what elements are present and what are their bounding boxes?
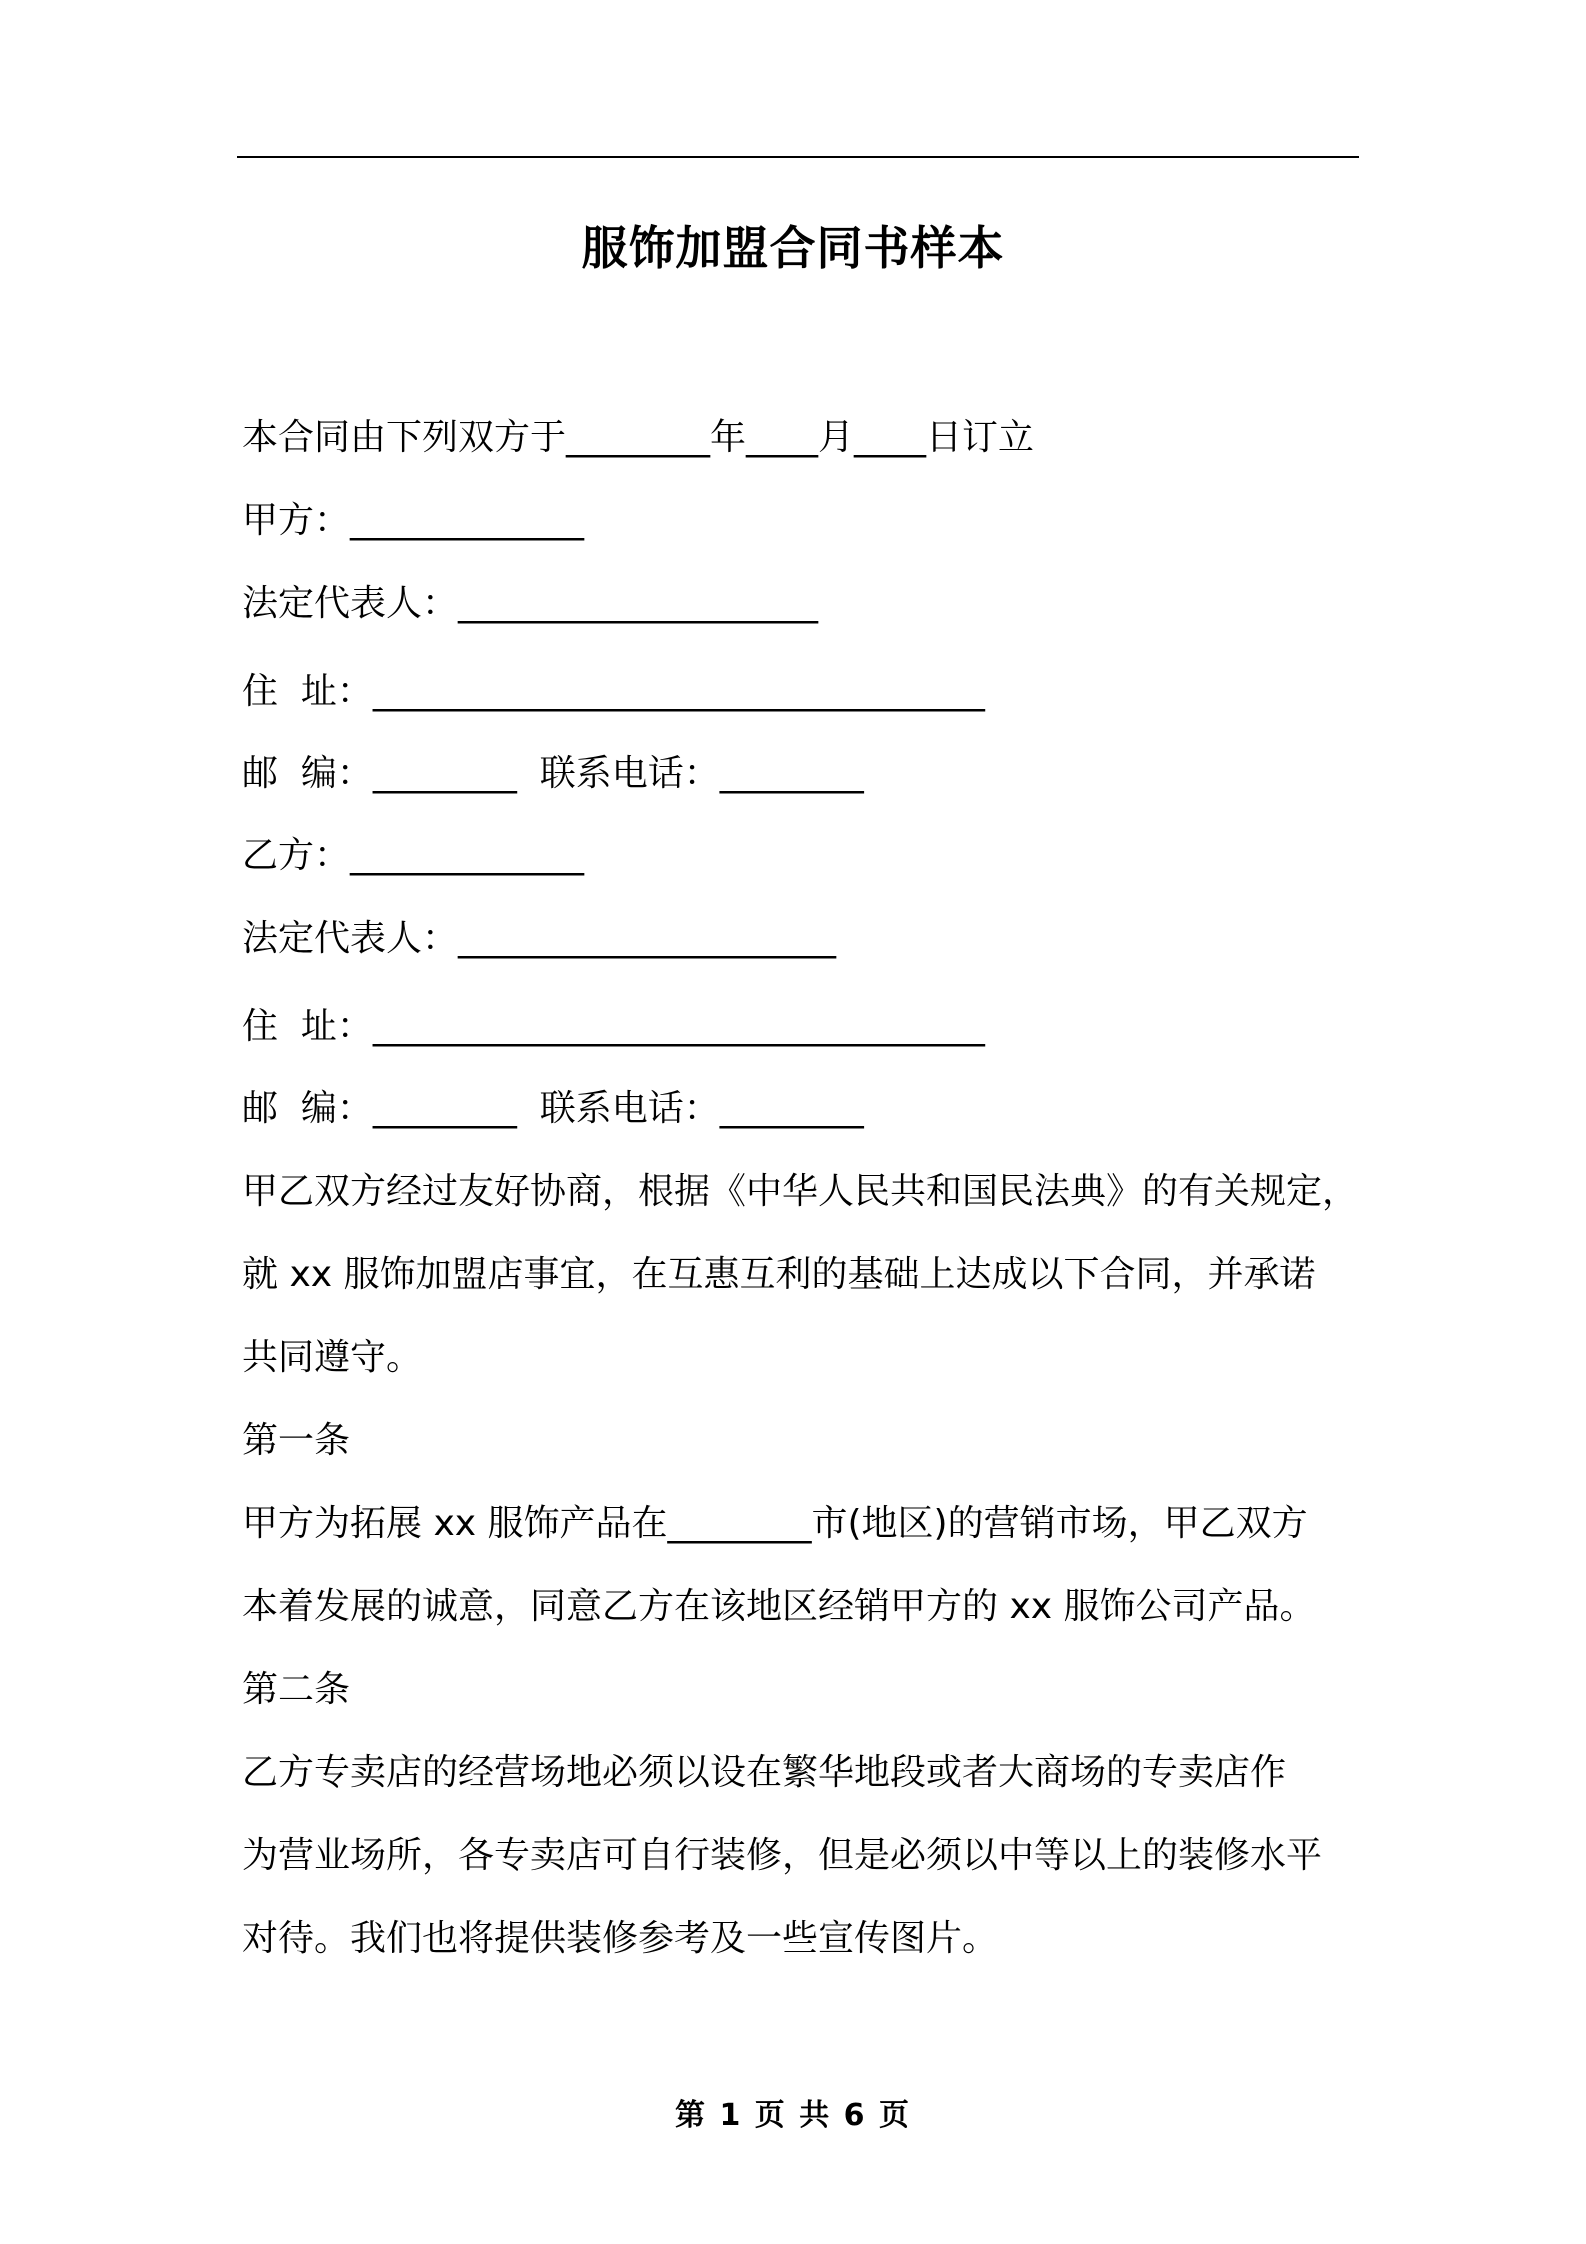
preamble-line-1: 甲乙双方经过友好协商，根据《中华人民共和国民法典》的有关规定， [242, 1171, 1359, 1212]
intro-line: 本合同由下列双方于________年____月____日订立 [242, 417, 1035, 458]
party-a-rep-line: 法定代表人：____________________ [242, 583, 819, 624]
party-b-postcode-phone-line: 邮 编：________ 联系电话：________ [242, 1088, 864, 1129]
party-a-address-line: 住 址：__________________________________ [242, 671, 985, 712]
party-b-rep-line: 法定代表人：_____________________ [242, 918, 837, 959]
party-b-line: 乙方：_____________ [242, 835, 585, 876]
document-title: 服饰加盟合同书样本 [581, 221, 1005, 275]
article-1-heading: 第一条 [242, 1420, 351, 1461]
article-1-line-2: 本着发展的诚意，同意乙方在该地区经销甲方的 xx 服饰公司产品。 [242, 1586, 1316, 1627]
party-b-address-line: 住 址：__________________________________ [242, 1006, 985, 1047]
article-1-line-1: 甲方为拓展 xx 服饰产品在________市(地区)的营销市场，甲乙双方 [242, 1503, 1308, 1544]
party-a-postcode-phone-line: 邮 编：________ 联系电话：________ [242, 753, 864, 794]
party-a-line: 甲方：_____________ [242, 500, 585, 541]
article-2-line-1: 乙方专卖店的经营场地必须以设在繁华地段或者大商场的专卖店作 [242, 1752, 1287, 1793]
article-2-heading: 第二条 [242, 1669, 351, 1710]
article-2-line-2: 为营业场所，各专卖店可自行装修，但是必须以中等以上的装修水平 [242, 1835, 1323, 1876]
article-2-line-3: 对待。我们也将提供装修参考及一些宣传图片。 [242, 1918, 999, 1959]
preamble-line-3: 共同遵守。 [242, 1337, 423, 1378]
page-number: 第 1 页 共 6 页 [675, 2098, 911, 2133]
preamble-line-2: 就 xx 服饰加盟店事宜，在互惠互利的基础上达成以下合同，并承诺 [242, 1254, 1316, 1295]
header-rule [237, 156, 1359, 158]
